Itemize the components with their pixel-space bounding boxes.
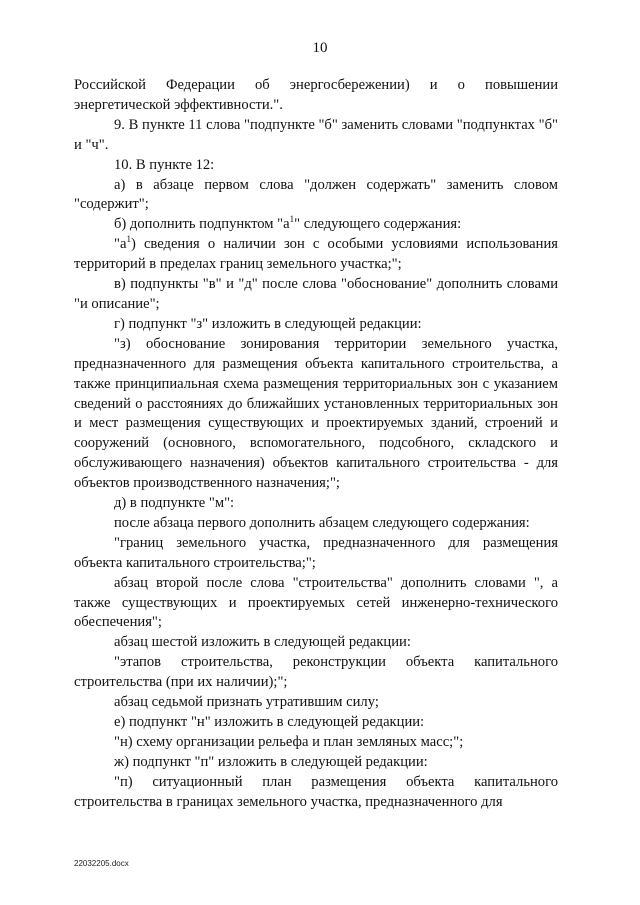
- paragraph: д) в подпункте "м":: [114, 495, 235, 512]
- paragraph: 9. В пункте 11 слова "подпункте "б" заменить словами "подпунктах "б" и "ч".: [74, 116, 558, 153]
- paragraph: "п) ситуационный план размещения объекта капитального строительства в границах земельного участка, предназначенного для: [74, 773, 558, 810]
- text-run: "а: [114, 236, 127, 253]
- paragraph: [74, 215, 558, 235]
- document-body: [74, 76, 558, 813]
- paragraph: 10. В пункте 12:: [114, 156, 215, 173]
- paragraph: Российской Федерации об энергосбережении) и о повышении энергетической эффективности.".: [74, 77, 558, 113]
- paragraph: "этапов строительства, реконструкции объекта капитального строительства (при их наличии);";: [74, 654, 558, 691]
- superscript: 1: [126, 234, 131, 245]
- paragraph: в) подпункты "в" и "д" после слова "обоснование" дополнить словами "и описание";: [74, 276, 558, 312]
- paragraph: а) в абзаце первом слова "должен содержать" заменить словом "содержит";: [74, 176, 558, 213]
- text-run: " следующего содержания:: [294, 216, 462, 233]
- paragraph: г) подпункт "з" изложить в следующей редакции:: [114, 315, 422, 332]
- paragraph: абзац второй после слова "строительства" дополнить словами ", а также существующих и проектируемых сетей инженерно-технического обеспечения";: [74, 574, 558, 631]
- text-run: б) дополнить подпунктом "а: [114, 216, 290, 233]
- paragraph: абзац шестой изложить в следующей редакции:: [114, 634, 411, 651]
- footer-filename: 22032205.docx: [74, 859, 129, 868]
- paragraph: после абзаца первого дополнить абзацем следующего содержания:: [114, 514, 530, 531]
- page-number: 10: [312, 40, 328, 56]
- superscript: 1: [289, 214, 295, 225]
- paragraph: ж) подпункт "п" изложить в следующей редакции:: [114, 753, 428, 770]
- paragraph: [74, 235, 558, 275]
- text-run: ) сведения о наличии зон с особыми условиями использования территорий в пределах границ земельного участка;";: [74, 236, 558, 273]
- paragraph: абзац седьмой признать утратившим силу;: [114, 694, 379, 711]
- paragraph: "границ земельного участка, предназначенного для размещения объекта капитального строительства;";: [74, 534, 558, 571]
- paragraph: "з) обоснование зонирования территории земельного участка, предназначенного для размещения объекта капитального строительства, а также принципиальная схема размещения территориальных зон с указанием сведений о расстояниях до ближайших установленных территориальных зон и мест размещения существующих и проектируемых зданий, строений и сооружений (основного, вспомогательного, подсобного, складского и обслуживающего назначения) объектов капитального строительства - для объектов производственного назначения;";: [74, 335, 558, 492]
- paragraph: е) подпункт "н" изложить в следующей редакции:: [114, 714, 425, 730]
- paragraph: "н) схему организации рельефа и план земляных масс;";: [114, 733, 464, 750]
